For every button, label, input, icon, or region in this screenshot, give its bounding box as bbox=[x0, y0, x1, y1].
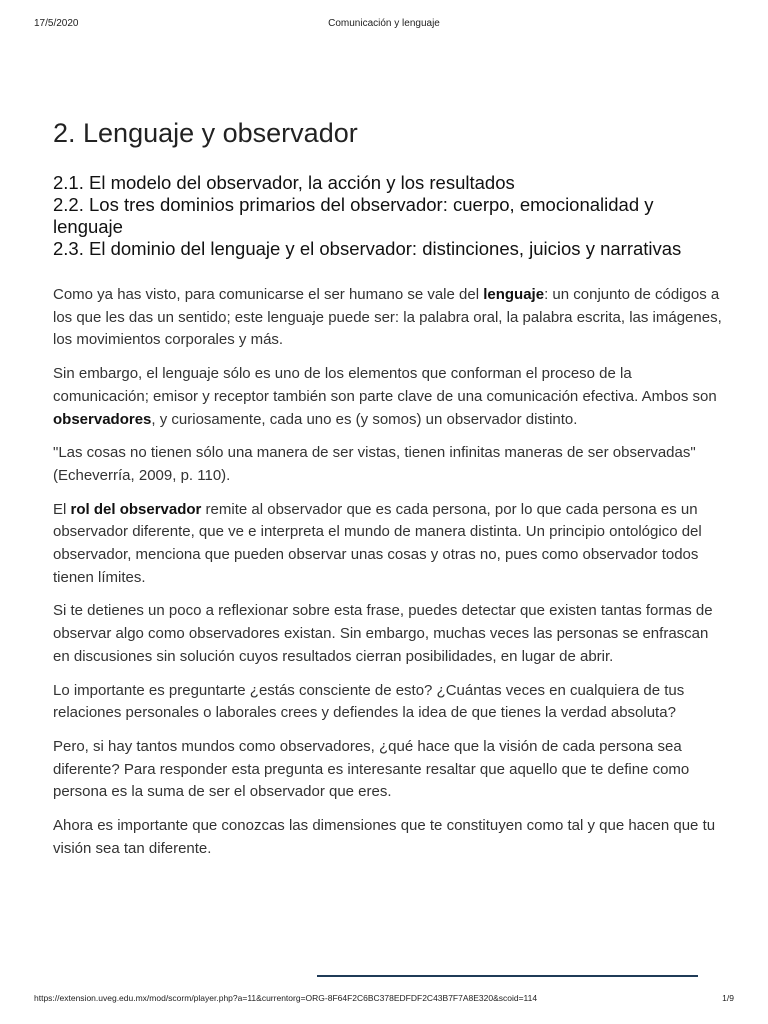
subsection-2-3: 2.3. El dominio del lenguaje y el observador: distinciones, juicios y narrativas bbox=[53, 238, 682, 259]
page-number: 1/9 bbox=[722, 993, 734, 1003]
bold-term-observadores: observadores bbox=[53, 410, 152, 428]
paragraph-pregunta: Lo importante es preguntarte ¿estás consciente de esto? ¿Cuántas veces en cualquiera de tus relaciones personales o laborales crees y defiendes la idea de que tienes la verdad absoluta? bbox=[53, 681, 685, 722]
bold-term-lenguaje: lenguaje bbox=[483, 286, 545, 303]
bold-term-rol-del-observador: rol del observador bbox=[70, 500, 202, 518]
paragraph-lenguaje: Como ya has visto, para comunicarse el ser humano se vale del lenguaje: un conjunto de códigos a los que les das un sentido; este lenguaje puede ser: la palabra oral, la palabra escrita, las imágenes, los movimientos corporales y más. bbox=[53, 286, 722, 349]
paragraph-dimensiones: Ahora es importante que conozcas las dimensiones que te constituyen como tal y que hacen que tu visión sea tan diferente. bbox=[53, 817, 716, 857]
print-footer bbox=[0, 993, 768, 1007]
print-document-title: Comunicación y lenguaje bbox=[328, 18, 440, 29]
paragraph-observadores: Sin embargo, el lenguaje sólo es uno de los elementos que conforman el proceso de la comunicación; emisor y receptor también son parte clave de una comunicación efectiva. Ambos son observadores, y curiosamente, cada uno es (y somos) un observador distinto. bbox=[53, 365, 717, 428]
paragraph-rol-observador: El rol del observador remite al observador que es cada persona, por lo que cada persona es un observador diferente, que ve e interpreta el mundo de manera distinta. Un principio ontológico del observador, menciona que pueden observar unas cosas y otras no, pues como observador todos tienen límites. bbox=[53, 500, 702, 586]
paragraph-reflexion: Si te detienes un poco a reflexionar sobre esta frase, puedes detectar que existen tantas formas de observar algo como observadores existan. Sin embargo, muchas veces las personas se enfrascan en discusiones sin solución cuyos resultados cierran posibilidades, en lugar de abrir. bbox=[53, 602, 713, 665]
print-header bbox=[0, 18, 768, 32]
paragraph-quote: "Las cosas no tienen sólo una manera de ser vistas, tienen infinitas maneras de ser observadas" (Echeverría, 2009, p. 110). bbox=[53, 444, 696, 484]
print-url: https://extension.uveg.edu.mx/mod/scorm/player.php?a=11&currentorg=ORG-8F64F2C6BC378EDFDF2C43B7F7A8E320&scoid=114 bbox=[34, 993, 538, 1003]
subsection-list bbox=[53, 172, 723, 260]
page-title: 2. Lenguaje y observador bbox=[53, 118, 358, 148]
subsection-2-2: 2.2. Los tres dominios primarios del observador: cuerpo, emocionalidad y lenguaje bbox=[53, 194, 654, 237]
bottom-divider bbox=[317, 975, 698, 977]
print-date: 17/5/2020 bbox=[34, 18, 79, 29]
subsection-2-1: 2.1. El modelo del observador, la acción y los resultados bbox=[53, 172, 515, 193]
main-content bbox=[53, 116, 723, 871]
paragraph-mundos: Pero, si hay tantos mundos como observadores, ¿qué hace que la visión de cada persona sea diferente? Para responder esta pregunta es interesante resaltar que aquello que te define como persona es la suma de ser el observador que eres. bbox=[53, 737, 690, 801]
